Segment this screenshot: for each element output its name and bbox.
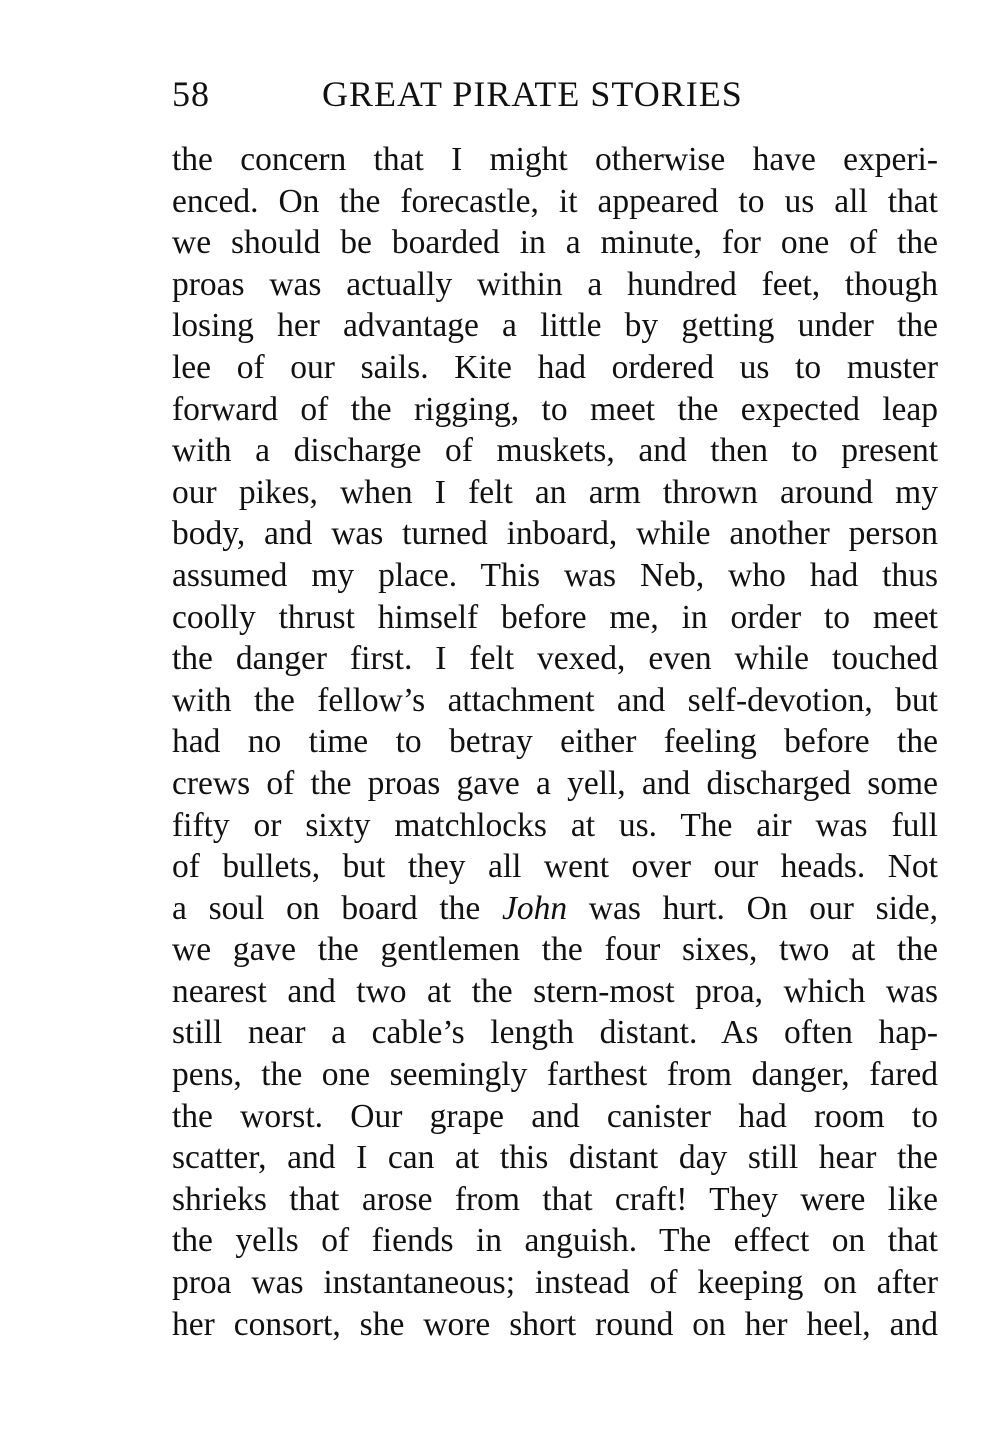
page-number: 58 <box>172 74 210 114</box>
text-line: her consort, she wore short round on her heel, and <box>172 1305 938 1343</box>
body-text <box>172 139 938 1345</box>
text-line: had no time to betray either feeling before the <box>172 723 938 761</box>
text-line: the concern that I might otherwise have experi- <box>172 141 938 178</box>
text-line: we gave the gentlemen the four sixes, two at the <box>172 931 938 969</box>
text-line: of bullets, but they all went over our heads. Not <box>172 848 938 886</box>
ship-name-italic: John <box>501 889 568 927</box>
text-line: still near a cable’s length distant. As often hap- <box>172 1014 938 1052</box>
running-head <box>172 70 938 118</box>
text-line: enced. On the forecastle, it appeared to us all that <box>172 182 938 220</box>
text-line: shrieks that arose from that craft! They were like <box>172 1180 938 1218</box>
text-line: with a discharge of muskets, and then to present <box>172 432 938 470</box>
text-line: with the fellow’s attachment and self-devotion, but <box>172 681 938 719</box>
text-line: forward of the rigging, to meet the expected leap <box>172 390 938 428</box>
text-line: scatter, and I can at this distant day still hear the <box>172 1139 938 1177</box>
text-line: lee of our sails. Kite had ordered us to muster <box>172 348 938 386</box>
text-line: body, and was turned inboard, while another person <box>172 515 938 553</box>
text-line: assumed my place. This was Neb, who had thus <box>172 556 938 594</box>
text-line: proa was instantaneous; instead of keeping on after <box>172 1264 938 1302</box>
text-line: crews of the proas gave a yell, and discharged some <box>172 764 938 802</box>
text-line: nearest and two at the stern-most proa, which was <box>172 972 938 1010</box>
text-line: fifty or sixty matchlocks at us. The air was full <box>172 806 938 844</box>
text-line: pens, the one seemingly farthest from danger, fared <box>172 1056 938 1094</box>
text-line: the yells of fiends in anguish. The effect on that <box>172 1222 938 1260</box>
text-line: proas was actually within a hundred feet, though <box>172 265 938 303</box>
text-line: coolly thrust himself before me, in order to meet <box>172 598 938 636</box>
text-line: the danger first. I felt vexed, even while touched <box>172 640 938 678</box>
running-title: GREAT PIRATE STORIES <box>322 74 743 114</box>
text-line: we should be boarded in a minute, for one of the <box>172 224 938 262</box>
text-line: the worst. Our grape and canister had room to <box>172 1097 938 1135</box>
text-line: losing her advantage a little by getting under the <box>172 307 938 345</box>
text-line: our pikes, when I felt an arm thrown around my <box>172 473 938 511</box>
text-line: a soul on board the John was hurt. On our side, <box>172 889 938 927</box>
